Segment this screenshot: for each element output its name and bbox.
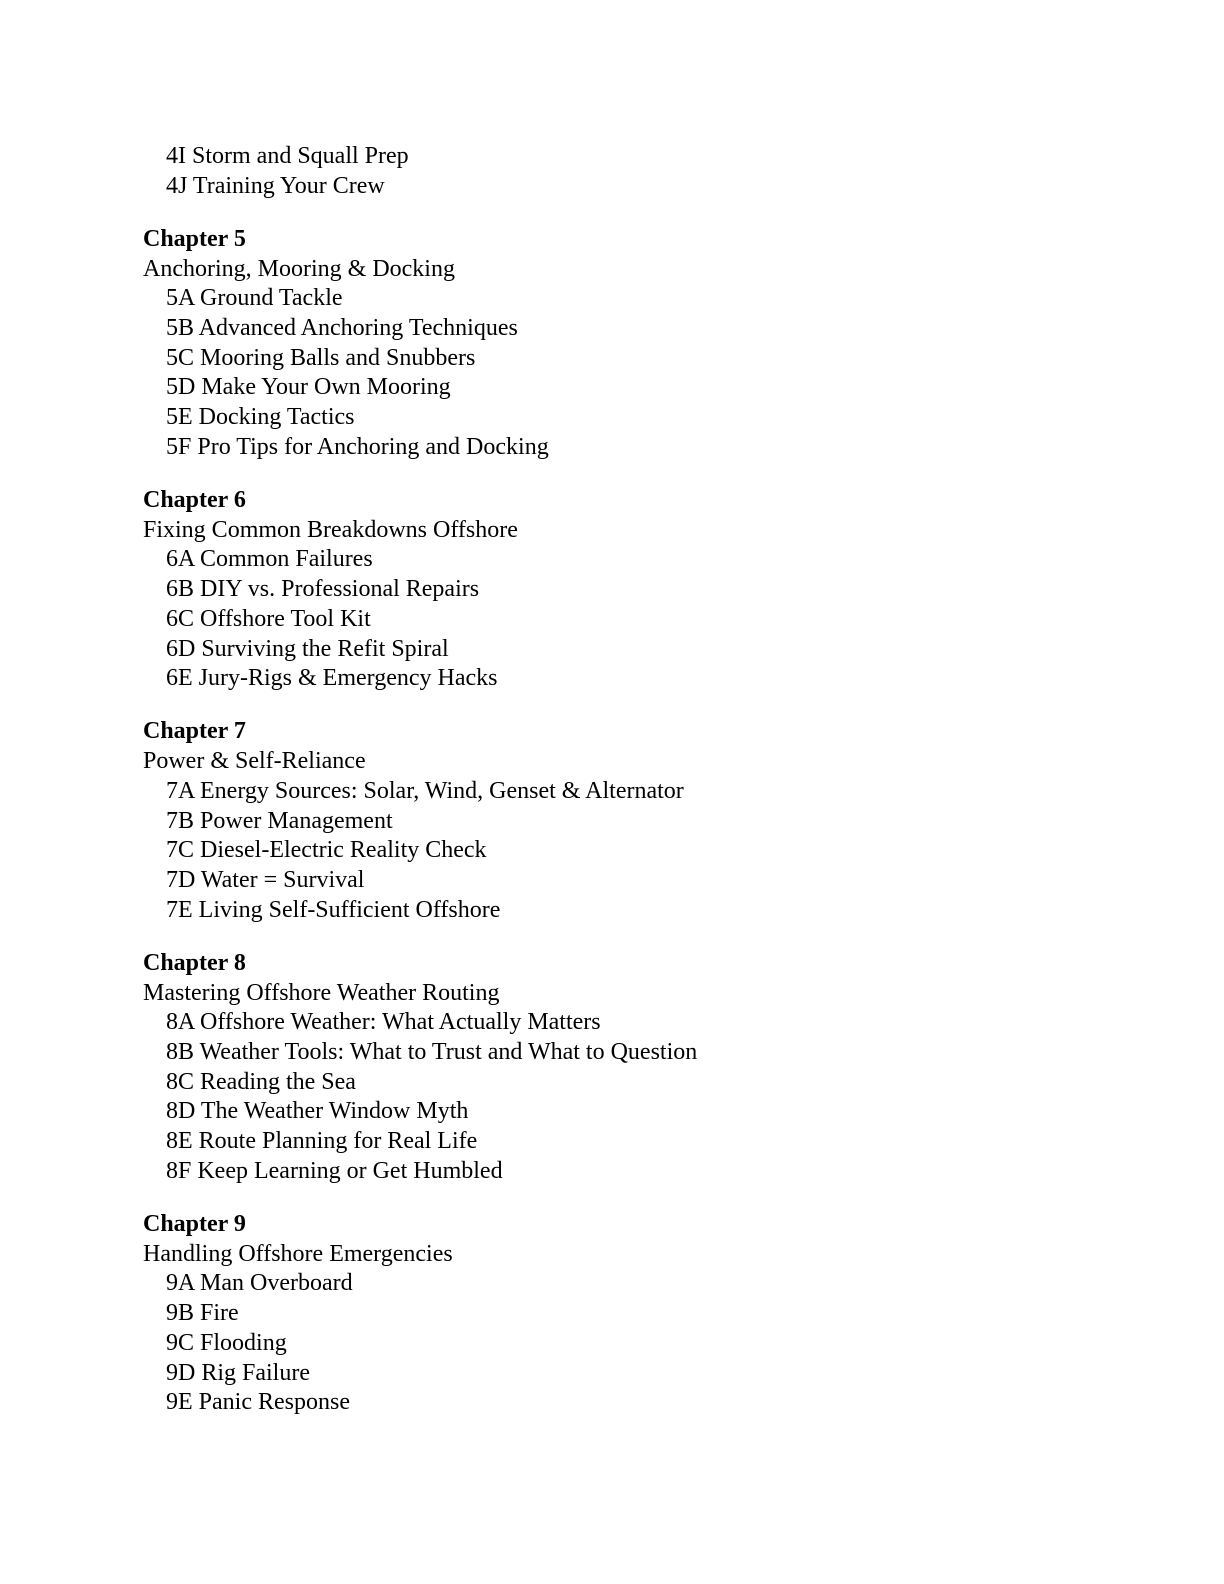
continued-section-list [143,142,1143,201]
section-item: 7A Energy Sources: Solar, Wind, Genset & Alternator [166,777,684,804]
section-item: 7D Water = Survival [166,866,365,893]
table-of-contents-page [143,142,1143,1418]
section-item: 8E Route Planning for Real Life [166,1128,478,1155]
section-list [143,1008,1143,1186]
section-item: 5D Make Your Own Mooring [166,374,451,401]
chapter-7 [143,717,1143,925]
section-item: 8C Reading the Sea [166,1068,356,1095]
section-item: 7E Living Self-Sufficient Offshore [166,896,501,923]
chapter-5 [143,225,1143,463]
section-list [143,284,1143,462]
section-item: 5F Pro Tips for Anchoring and Docking [166,433,549,460]
section-item: 9C Flooding [166,1329,287,1356]
section-item: 9A Man Overboard [166,1270,353,1297]
section-item: 6C Offshore Tool Kit [166,605,371,632]
section-item: 4I Storm and Squall Prep [166,143,409,169]
section-item: 5E Docking Tactics [166,404,355,431]
chapter-title: Fixing Common Breakdowns Offshore [143,516,518,543]
section-item: 5B Advanced Anchoring Techniques [166,315,518,342]
section-item: 6A Common Failures [166,546,373,573]
section-list [143,545,1143,694]
chapter-heading: Chapter 8 [143,949,246,976]
section-item: 9D Rig Failure [166,1359,310,1386]
section-item: 7B Power Management [166,807,393,834]
chapter-heading: Chapter 9 [143,1211,246,1237]
section-item: 9E Panic Response [166,1389,350,1416]
chapter-title: Mastering Offshore Weather Routing [143,979,500,1006]
section-item: 8F Keep Learning or Get Humbled [166,1157,503,1184]
chapter-title: Handling Offshore Emergencies [143,1240,453,1267]
section-item: 8A Offshore Weather: What Actually Matters [166,1009,601,1036]
chapter-heading: Chapter 7 [143,718,246,745]
section-item: 7C Diesel-Electric Reality Check [166,837,487,864]
chapter-6 [143,486,1143,694]
chapter-heading: Chapter 5 [143,225,246,252]
section-item: 5A Ground Tackle [166,285,343,312]
section-item: 9B Fire [166,1300,239,1327]
section-item: 6E Jury-Rigs & Emergency Hacks [166,665,498,692]
chapter-title: Power & Self-Reliance [143,748,366,775]
section-list [143,1269,1143,1418]
section-item: 8D The Weather Window Myth [166,1098,469,1125]
chapter-9 [143,1210,1143,1418]
section-item: 6B DIY vs. Professional Repairs [166,576,480,603]
chapter-8 [143,949,1143,1187]
chapter-title: Anchoring, Mooring & Docking [143,255,455,282]
section-item: 4J Training Your Crew [166,172,385,199]
section-item: 6D Surviving the Refit Spiral [166,635,449,662]
chapter-heading: Chapter 6 [143,487,246,514]
section-list [143,777,1143,926]
section-item: 8B Weather Tools: What to Trust and What to Question [166,1038,698,1065]
section-item: 5C Mooring Balls and Snubbers [166,344,476,371]
